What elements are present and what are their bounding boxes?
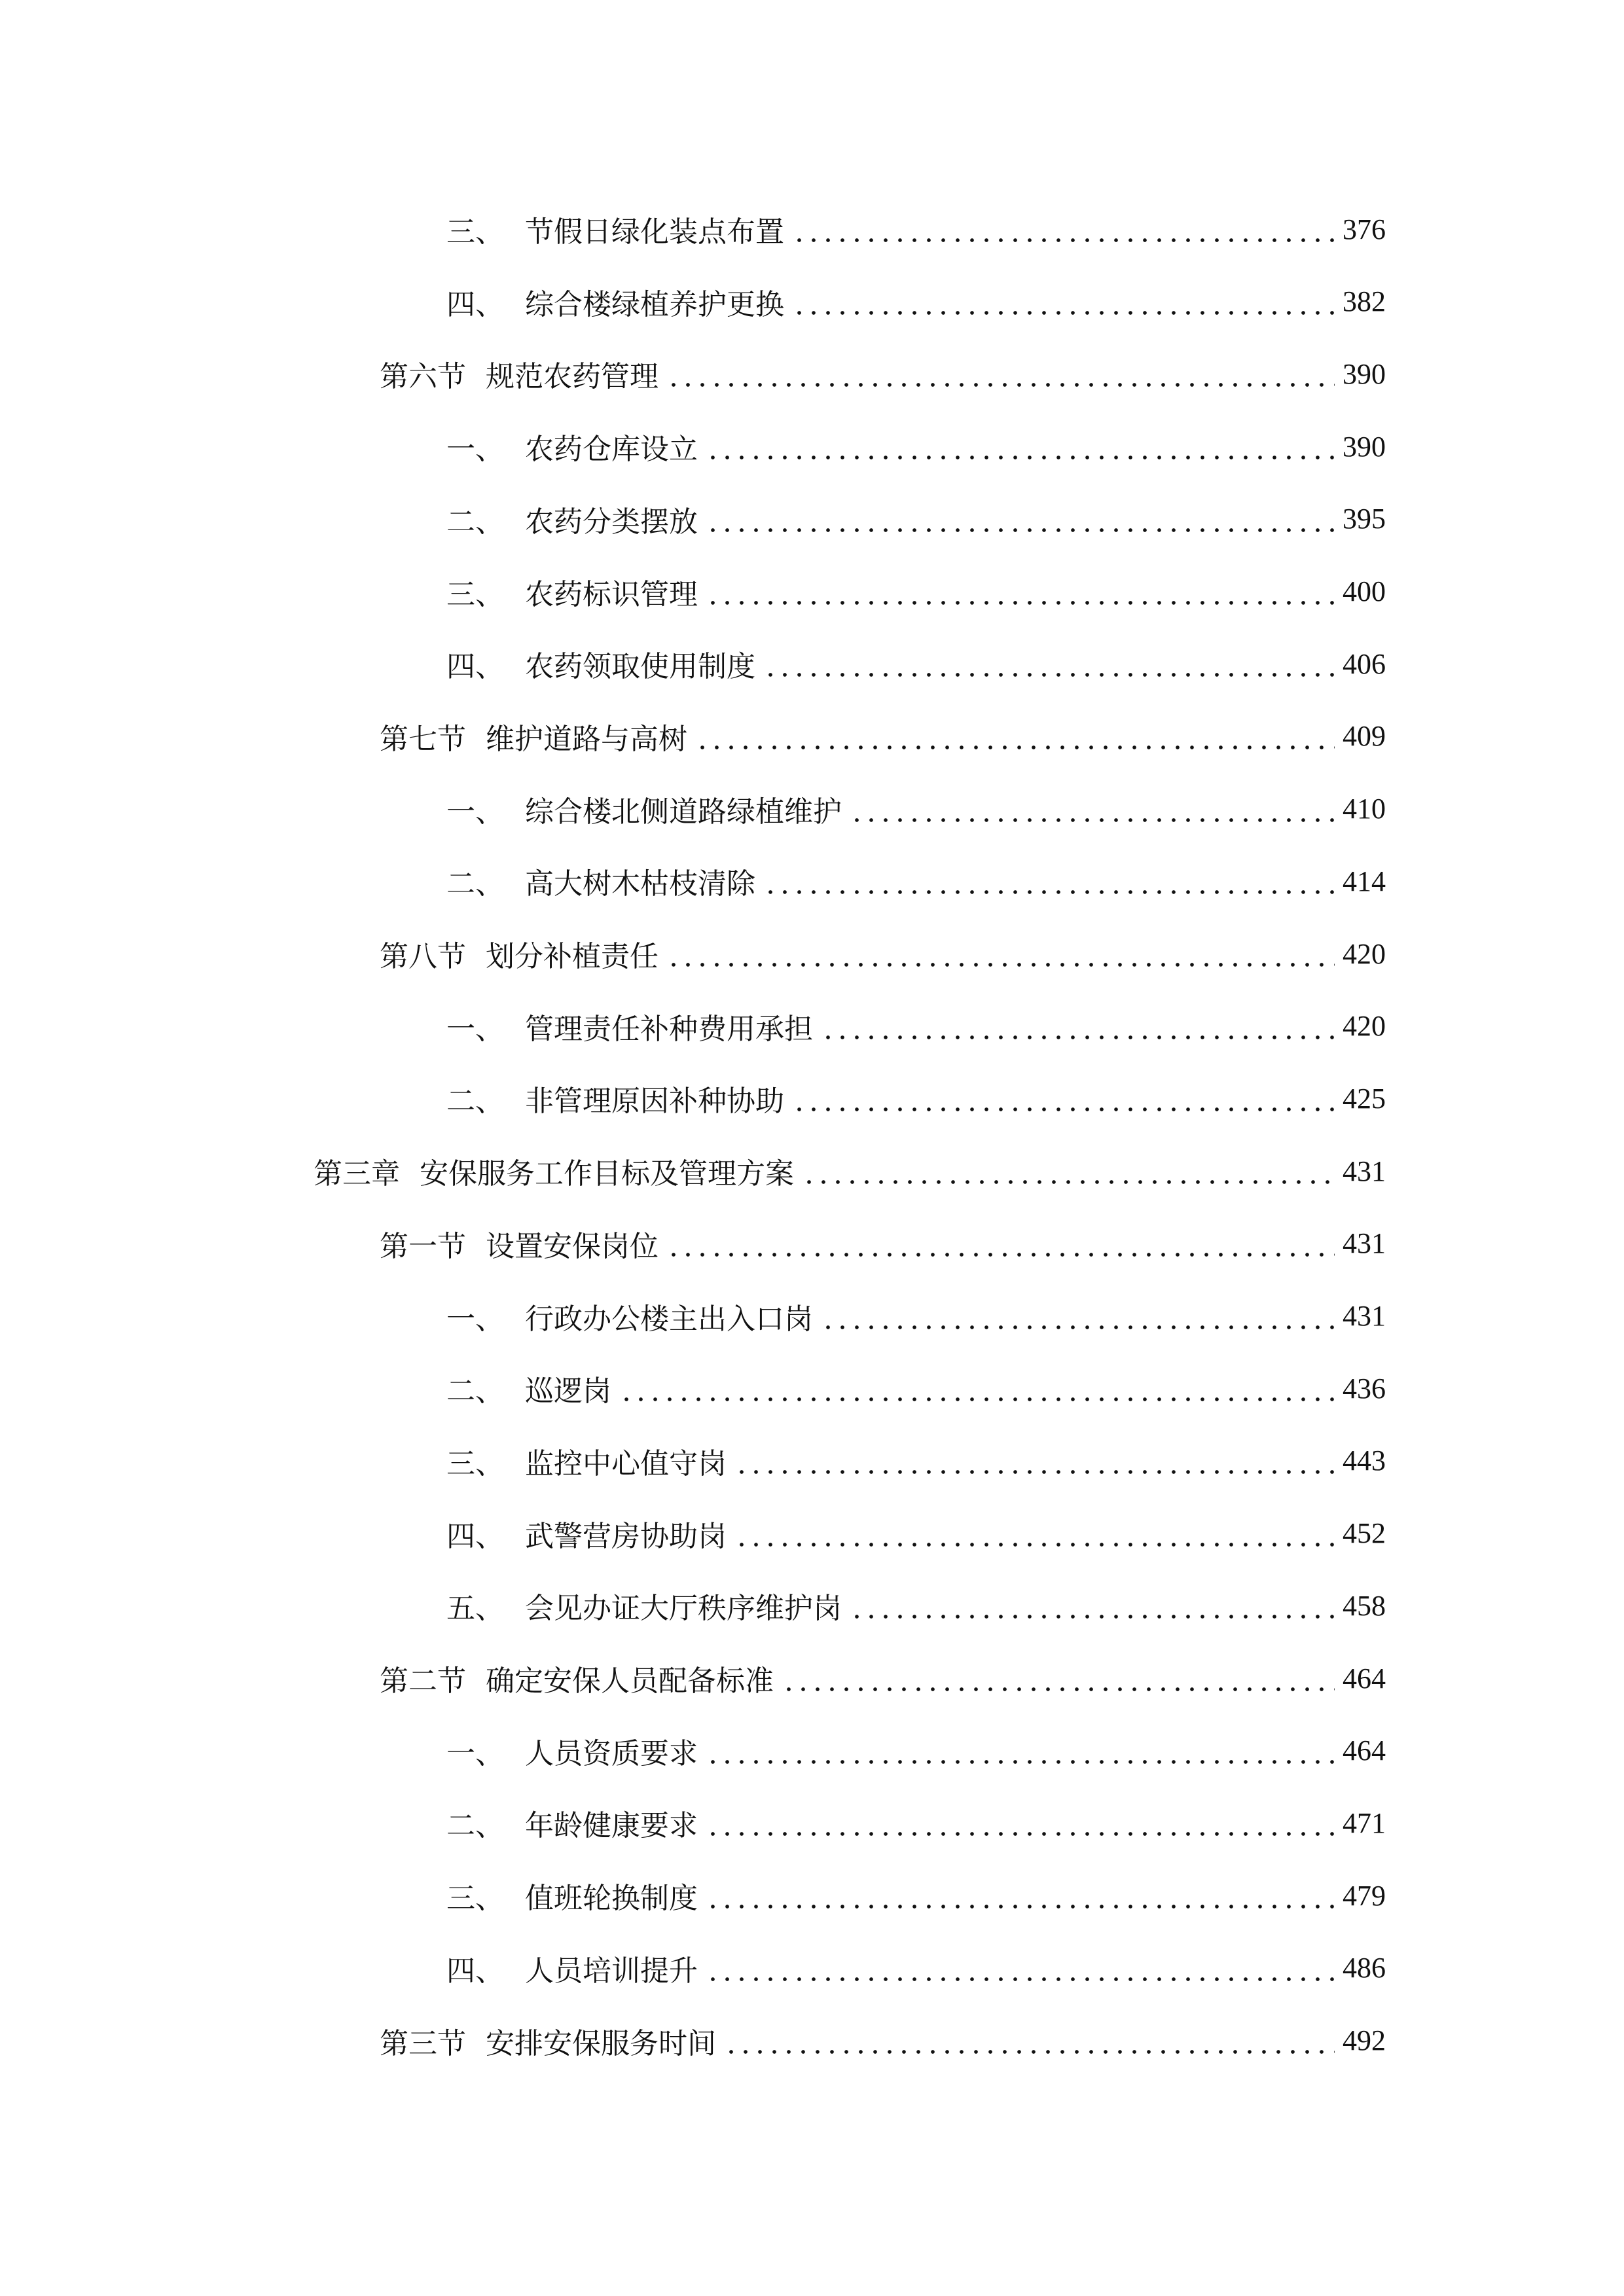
toc-entry-title: 安保服务工作目标及管理方案 — [420, 1157, 794, 1191]
toc-item[interactable] — [446, 1513, 1386, 1554]
toc-entry-number: 第一节 — [380, 1229, 466, 1263]
toc-page-number: 420 — [1343, 937, 1386, 970]
toc-entry-number: 一、 — [446, 795, 504, 829]
toc-section[interactable] — [380, 353, 1386, 395]
toc-page-number: 479 — [1343, 1879, 1386, 1912]
toc-item[interactable] — [446, 788, 1386, 830]
dot-leader — [850, 1585, 1335, 1626]
toc-entry-number: 第八节 — [380, 940, 466, 973]
toc-entry-number: 二、 — [446, 1374, 504, 1408]
toc-entry-title: 维护道路与高树 — [486, 722, 687, 756]
toc-entry-number: 二、 — [446, 505, 504, 539]
toc-item[interactable] — [446, 1367, 1386, 1409]
toc-page-number: 395 — [1343, 503, 1386, 535]
dot-leader — [792, 208, 1335, 250]
dot-leader — [782, 1657, 1335, 1699]
toc-entry-title: 规范农药管理 — [486, 360, 659, 394]
toc-entry-number: 四、 — [446, 1954, 504, 1988]
toc-entry-number: 一、 — [446, 433, 504, 467]
toc-page-number: 390 — [1343, 430, 1386, 463]
dot-leader — [695, 715, 1335, 757]
dot-leader — [706, 1730, 1335, 1772]
toc-entry-number: 四、 — [446, 650, 504, 684]
toc-entry-title: 设置安保岗位 — [486, 1229, 659, 1263]
dot-leader — [763, 860, 1335, 902]
toc-item[interactable] — [446, 1585, 1386, 1626]
toc-entry-number: 一、 — [446, 1736, 504, 1770]
toc-page-number: 431 — [1343, 1155, 1386, 1187]
toc-page-number: 431 — [1343, 1300, 1386, 1332]
dot-leader — [619, 1367, 1335, 1409]
toc-entry-title: 安排安保服务时间 — [486, 2026, 716, 2060]
dot-leader — [734, 1513, 1335, 1554]
dot-leader — [724, 2020, 1335, 2062]
dot-leader — [706, 1947, 1335, 1989]
toc-entry-number: 三、 — [446, 215, 504, 249]
toc-section[interactable] — [380, 1223, 1386, 1265]
toc-entry-number: 二、 — [446, 1085, 504, 1119]
toc-page-number: 382 — [1343, 285, 1386, 318]
toc-section[interactable] — [380, 2020, 1386, 2062]
toc-entry-number: 第七节 — [380, 722, 466, 756]
toc-item[interactable] — [446, 1802, 1386, 1844]
toc-entry-number: 一、 — [446, 1302, 504, 1336]
toc-page-number: 425 — [1343, 1082, 1386, 1115]
toc-item[interactable] — [446, 1077, 1386, 1119]
dot-leader — [706, 571, 1335, 613]
toc-page-number: 492 — [1343, 2024, 1386, 2056]
toc-entry-number: 四、 — [446, 287, 504, 321]
toc-page-number: 464 — [1343, 1662, 1386, 1695]
toc-page-number: 406 — [1343, 647, 1386, 680]
toc-item[interactable] — [446, 1730, 1386, 1772]
toc-page-number: 458 — [1343, 1589, 1386, 1622]
dot-leader — [850, 788, 1335, 830]
dot-leader — [792, 281, 1335, 323]
toc-item[interactable] — [446, 498, 1386, 540]
toc-section[interactable] — [380, 715, 1386, 757]
toc-page-number: 471 — [1343, 1806, 1386, 1839]
toc-entry-number: 三、 — [446, 1446, 504, 1480]
toc-entry-title: 确定安保人员配备标准 — [486, 1664, 774, 1698]
toc-page-number: 443 — [1343, 1444, 1386, 1477]
toc-entry-number: 第二节 — [380, 1664, 466, 1698]
toc-entry-number: 四、 — [446, 1519, 504, 1553]
toc-entry-title: 农药仓库设立 — [525, 433, 698, 467]
toc-item[interactable] — [446, 860, 1386, 902]
toc-entry-title: 农药领取使用制度 — [525, 650, 755, 684]
dot-leader — [734, 1440, 1335, 1482]
toc-entry-title: 监控中心值守岗 — [525, 1446, 727, 1480]
toc-page-number: 376 — [1343, 213, 1386, 245]
toc-item[interactable] — [446, 1874, 1386, 1916]
toc-entry-number: 一、 — [446, 1012, 504, 1046]
toc-section[interactable] — [380, 933, 1386, 975]
dot-leader — [706, 1802, 1335, 1844]
toc-page-number: 464 — [1343, 1734, 1386, 1767]
dot-leader — [821, 1005, 1335, 1047]
toc-entry-number: 第六节 — [380, 360, 466, 394]
toc-chapter[interactable] — [314, 1150, 1386, 1192]
dot-leader — [666, 353, 1335, 395]
toc-entry-title: 年龄健康要求 — [525, 1809, 698, 1843]
toc-entry-title: 非管理原因补种协助 — [525, 1085, 784, 1119]
toc-page-number: 414 — [1343, 865, 1386, 897]
toc-entry-number: 二、 — [446, 867, 504, 901]
toc-entry-title: 会见办证大厅秩序维护岗 — [525, 1592, 842, 1626]
toc-page-number: 400 — [1343, 575, 1386, 607]
toc-entry-title: 人员资质要求 — [525, 1736, 698, 1770]
toc-entry-number: 二、 — [446, 1809, 504, 1843]
toc-entry-title: 高大树木枯枝清除 — [525, 867, 755, 901]
toc-item[interactable] — [446, 643, 1386, 685]
dot-leader — [666, 1223, 1335, 1265]
toc-entry-number: 五、 — [446, 1592, 504, 1626]
toc-entry-number: 三、 — [446, 577, 504, 611]
toc-page-number: 390 — [1343, 357, 1386, 390]
toc-item[interactable] — [446, 1947, 1386, 1989]
toc-entry-title: 综合楼绿植养护更换 — [525, 287, 784, 321]
toc-item[interactable] — [446, 208, 1386, 250]
toc-entry-title: 节假日绿化装点布置 — [525, 215, 784, 249]
toc-entry-title: 武警营房协助岗 — [525, 1519, 727, 1553]
toc-page-number: 431 — [1343, 1227, 1386, 1260]
toc-page-number: 486 — [1343, 1952, 1386, 1984]
dot-leader — [706, 425, 1335, 467]
dot-leader — [792, 1077, 1335, 1119]
toc-entry-title: 人员培训提升 — [525, 1954, 698, 1988]
toc-entry-title: 行政办公楼主出入口岗 — [525, 1302, 813, 1336]
toc-entry-number: 第三章 — [314, 1157, 400, 1191]
toc-page-number: 452 — [1343, 1517, 1386, 1550]
toc-item[interactable] — [446, 1440, 1386, 1482]
toc-entry-title: 综合楼北侧道路绿植维护 — [525, 795, 842, 829]
toc-item[interactable] — [446, 425, 1386, 467]
toc-entry-title: 划分补植责任 — [486, 940, 659, 973]
toc-section[interactable] — [380, 1657, 1386, 1699]
dot-leader — [802, 1150, 1335, 1192]
toc-page-number: 436 — [1343, 1372, 1386, 1405]
toc-page-number: 410 — [1343, 793, 1386, 825]
toc-entry-title: 管理责任补种费用承担 — [525, 1012, 813, 1046]
toc-item[interactable] — [446, 571, 1386, 613]
toc-entry-title: 值班轮换制度 — [525, 1882, 698, 1916]
toc-entry-number: 第三节 — [380, 2026, 466, 2060]
dot-leader — [821, 1295, 1335, 1337]
toc-item[interactable] — [446, 1295, 1386, 1337]
dot-leader — [706, 1874, 1335, 1916]
toc-page-number: 420 — [1343, 1010, 1386, 1043]
toc-entry-number: 三、 — [446, 1882, 504, 1916]
dot-leader — [666, 933, 1335, 975]
toc-item[interactable] — [446, 281, 1386, 323]
dot-leader — [763, 643, 1335, 685]
toc-entry-title: 巡逻岗 — [525, 1374, 611, 1408]
dot-leader — [706, 498, 1335, 540]
toc-entry-title: 农药标识管理 — [525, 577, 698, 611]
toc-page-number: 409 — [1343, 720, 1386, 753]
toc-entry-title: 农药分类摆放 — [525, 505, 698, 539]
toc-item[interactable] — [446, 1005, 1386, 1047]
